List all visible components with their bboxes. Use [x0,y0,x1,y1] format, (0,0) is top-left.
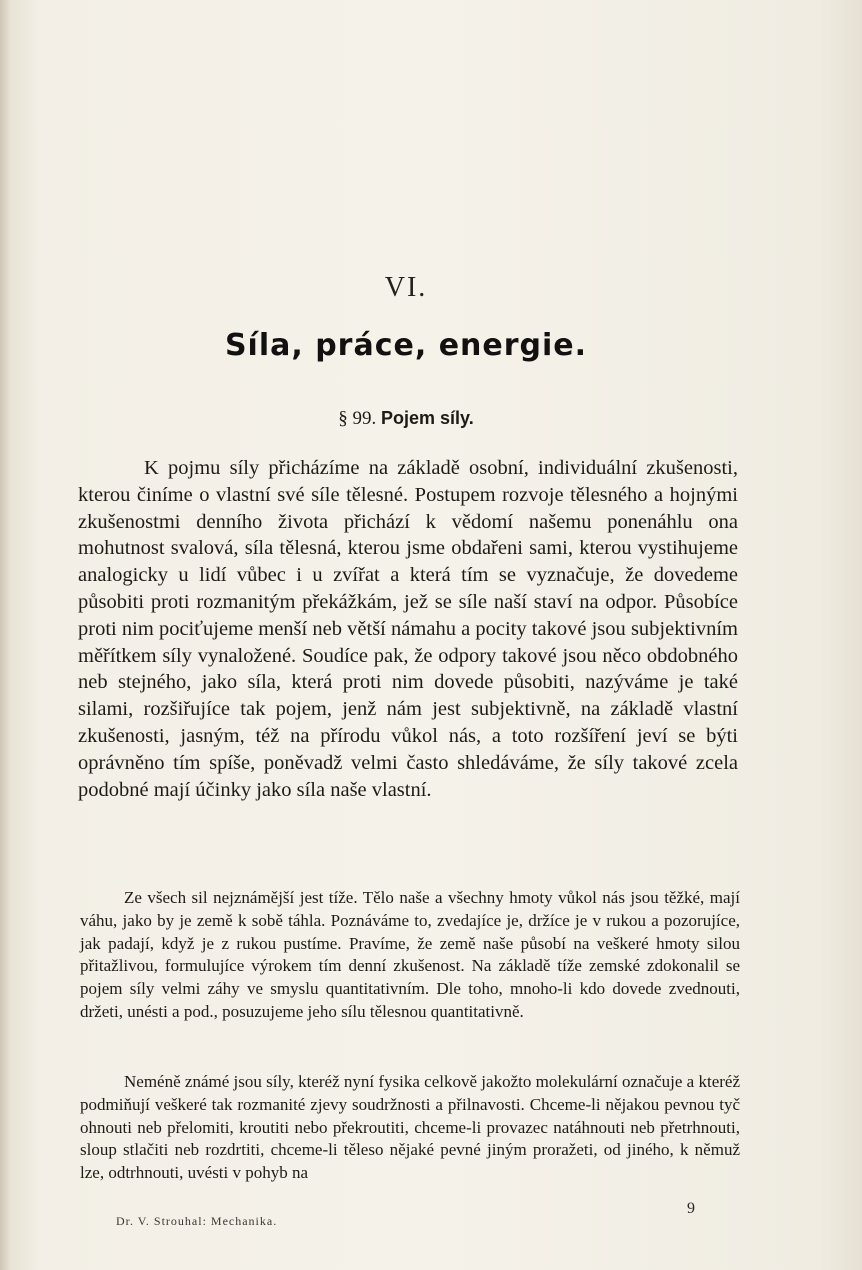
section-title: Pojem síly. [381,408,474,428]
section-number: § 99. [338,408,377,429]
footer-signature: Dr. V. Strouhal: Mechanika. [116,1214,278,1228]
body-paragraph-3 [80,1071,740,1185]
section-heading [0,408,812,430]
chapter-title: Síla, práce, energie. [224,328,588,363]
paragraph-text: Neméně známé jsou síly, kteréž nyní fysika celkově jakožto molekulární označuje a kteréž podmiňují veškeré tak rozmanité zjevy soudržnosti a přilnavosti. Chceme-li nějakou pevnou tyč ohnouti neb přelomiti, kroutiti nebo překroutiti, chceme-li provazec natáhnouti neb přetrhnouti, sloup stlačiti neb rozdrtiti, chceme-li těleso nějaké pevné jiným proražeti, od jiného, k němuž lze, odtrhnouti, uvésti v pohyb na [80,1072,740,1183]
body-paragraph-1 [78,455,738,803]
page-number: 9 [687,1200,695,1217]
body-paragraph-2 [80,887,740,1024]
paragraph-text: K pojmu síly přicházíme na základě osobní, individuální zkušenosti, kterou činíme o vlastní své síle tělesné. Postupem rozvoje tělesného a hojnými zkušenostmi denního života přichází k vědomí našemu ponenáhlu ona mohutnost svalová, síla tělesná, kterou jsme obdařeni sami, kterou vystihujeme analogicky u lidí vůbec i u zvířat a která tím se vyznačuje, že dovedeme působiti proti rozmanitým překážkám, jež se síle naší staví na odpor. Působíce proti nim pociťujeme menší neb větší námahu a pocity takové jsou subjektivním měřítkem síly vynaložené. Soudíce pak, že odpory takové jsou něco obdobného neb stejného, jako síla, která proti nim dovede působiti, nazýváme je také silami, rozšiřujíce tak pojem, jenž nám jest subjektivně, na základě vlastní zkušenosti, jasným, též na přírodu vůkol nás, a toto rozšíření jeví se býti oprávněno tím spíše, poněvadž velmi často shledáváme, že síly takové zcela podobné mají účinky jako síla naše vlastní. [78,457,738,801]
chapter-number: VI. [384,272,428,303]
page-binding-shadow [0,0,10,1270]
paragraph-text: Ze všech sil nejznámější jest tíže. Tělo naše a všechny hmoty vůkol nás jsou těžké, mají váhu, jako by je země k sobě táhla. Poznáváme to, zvedajíce je, držíce je v rukou a pozorujíce, jak padají, když je z rukou pustíme. Pravíme, že země naše působí na veškeré hmoty silou přitažlivou, formulujíce výrokem tím denní zkušenost. Na základě tíže zemské zdokonalil se pojem síly velmi záhy ve smyslu quantitativním. Dle toho, mnoho-li kdo dovede zvednouti, držeti, unésti a pod., posuzujeme jeho sílu tělesnou quantitativně. [80,888,740,1021]
